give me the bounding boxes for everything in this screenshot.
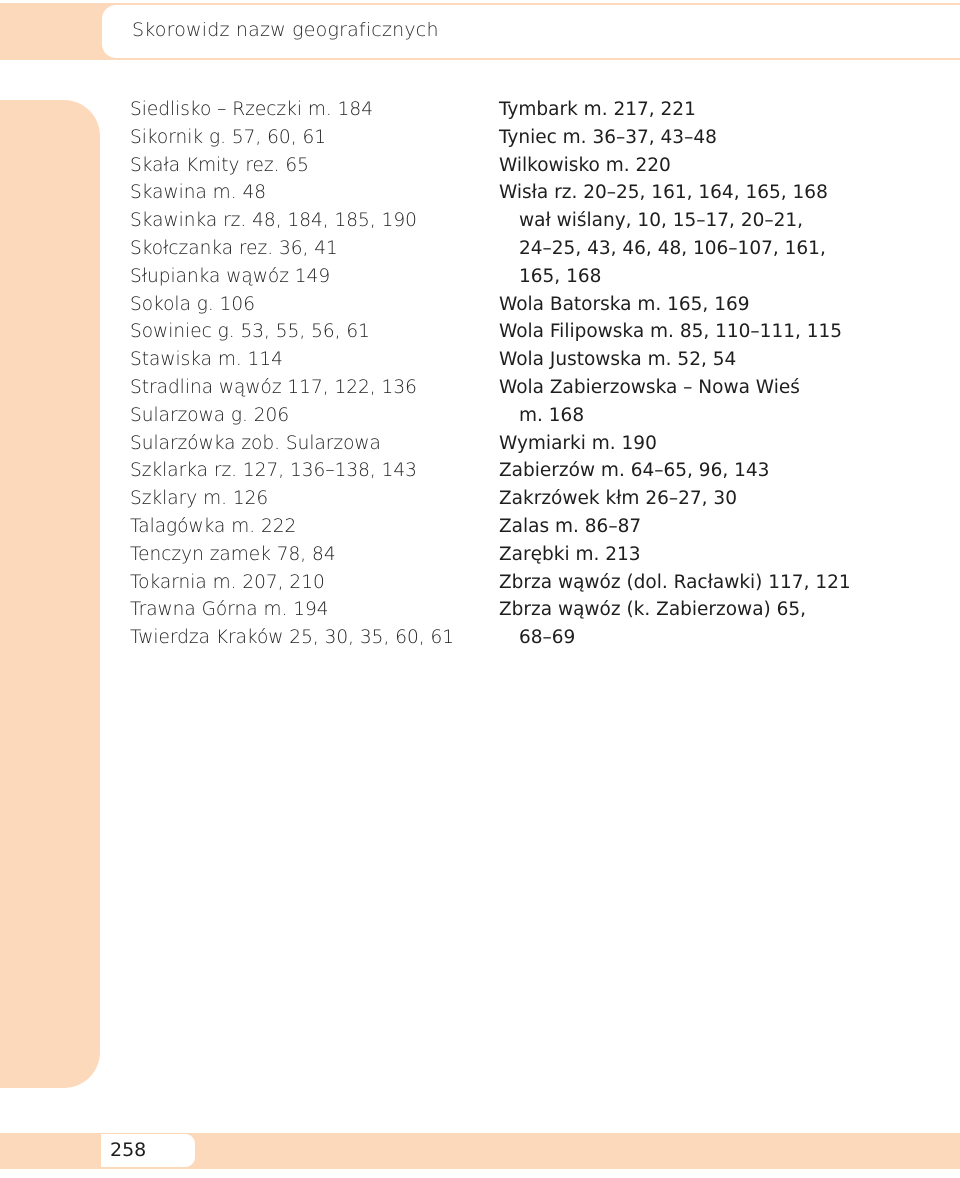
index-entry [499,179,949,207]
index-entry: Sikornik g. 57, 60, 61 [130,126,327,148]
index-entry-text: Wilkowisko m. 220 [499,154,671,176]
index-entry: Talagówka m. 222 [130,515,297,537]
index-entry [499,291,949,319]
index-entry: Tokarnia m. 207, 210 [130,571,325,593]
index-entry: Trawna Górna m. 194 [130,599,329,621]
index-entry-text: Zakrzówek kłm 26–27, 30 [499,488,737,510]
index-entry: Sowiniec g. 53, 55, 56, 61 [130,321,370,343]
index-subentry-text: wał wiślany, 10, 15–17, 20–21, [519,210,804,232]
index-entry [499,152,949,180]
index-entry-text: Wisła rz. 20–25, 161, 164, 165, 168 [499,182,828,204]
side-band [0,100,100,1088]
index-entry: Skawinka rz. 48, 184, 185, 190 [130,210,417,232]
index-entry: Sokola g. 106 [130,293,255,315]
index-entry [499,430,949,458]
index-continuation: 68–69 [519,627,576,649]
index-entry [499,485,949,513]
index-entry [499,569,949,597]
index-entry: Szklary m. 126 [130,488,269,510]
page-number: 258 [110,1139,147,1161]
index-entry: Tenczyn zamek 78, 84 [130,543,336,565]
index-entry: Słupianka wąwóz 149 [130,265,331,287]
index-entry: Twierdza Kraków 25, 30, 35, 60, 61 [130,627,455,649]
page-title: Skorowidz nazw geograficznych [132,19,439,41]
index-entry [499,457,949,485]
index-entry [499,96,949,124]
index-entry: Szklarka rz. 127, 136–138, 143 [130,460,417,482]
index-entry [499,541,949,569]
index-entry-text: Wola Batorska m. 165, 169 [499,293,750,315]
index-entry [499,346,949,374]
index-column-right [499,96,949,652]
index-entry: Sularzowa g. 206 [130,404,290,426]
index-entry [499,374,949,430]
index-entry-text: Zarębki m. 213 [499,543,641,565]
index-entry: Skała Kmity rez. 65 [130,154,309,176]
index-entry [499,596,949,652]
index-entry-text: Wola Justowska m. 52, 54 [499,349,737,371]
index-entry-text: Zabierzów m. 64–65, 96, 143 [499,460,770,482]
index-entry [499,318,949,346]
index-subentry [499,207,949,290]
index-entry-text: Zbrza wąwóz (k. Zabierzowa) 65, [499,599,807,621]
index-entry-text: Wola Zabierzowska – Nowa Wieś [499,376,800,398]
index-entry-text: Zalas m. 86–87 [499,515,642,537]
index-entry-text: Wola Filipowska m. 85, 110–111, 115 [499,321,843,343]
index-entry: Siedlisko – Rzeczki m. 184 [130,99,373,120]
index-entry: Skawina m. 48 [130,182,267,204]
index-entry-text: Zbrza wąwóz (dol. Racławki) 117, 121 [499,571,851,593]
index-continuation: 24–25, 43, 46, 48, 106–107, 161, [519,237,826,259]
index-entry: Stradlina wąwóz 117, 122, 136 [130,376,417,398]
index-entry [499,513,949,541]
index-entry: Sularzówka zob. Sularzowa [130,432,381,454]
index-entry-text: Tymbark m. 217, 221 [499,99,696,120]
index-continuation: m. 168 [519,404,585,426]
index-column-left [130,96,490,652]
index-entry [499,124,949,152]
index-entry-text: Tyniec m. 36–37, 43–48 [499,126,717,148]
index-continuation: 165, 168 [519,265,602,287]
index-entry: Stawiska m. 114 [130,349,283,371]
index-entry-text: Wymiarki m. 190 [499,432,657,454]
index-entry: Skołczanka rez. 36, 41 [130,237,338,259]
